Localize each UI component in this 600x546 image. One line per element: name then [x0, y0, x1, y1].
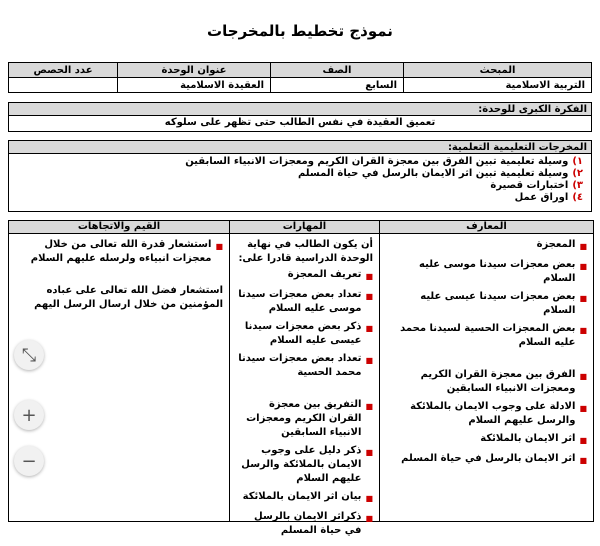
minus-icon: −: [21, 450, 37, 472]
bullet-icon: ■: [365, 448, 373, 457]
bullet-icon: ■: [579, 456, 587, 465]
list-item: ■ التفريق بين معجزة القران الكريم ومعجزات الانبياء السابقين: [246, 399, 373, 438]
big-idea-text: تعميق العقيدة في نفس الطالب حتى تظهر على سلوكه: [8, 116, 592, 132]
bullet-icon: ■: [579, 262, 587, 271]
bullet-icon: ■: [365, 324, 373, 333]
bullet-icon: ■: [365, 402, 373, 411]
lessons-count-value: [9, 78, 118, 93]
unit-info-table: [8, 62, 592, 93]
knowledge-column: [379, 221, 593, 521]
unit-title-value: العقيدة الاسلامية: [118, 78, 271, 93]
subject-value: التربية الاسلامية: [404, 78, 592, 93]
big-idea-label: الفكرة الكبرى للوحدة:: [8, 102, 592, 116]
list-item: ■ ذكراثر الايمان بالرسل في حياة المسلم: [254, 511, 373, 536]
bullet-icon: ■: [215, 242, 223, 251]
list-item: ■ بيان اثر الايمان بالملائكة: [236, 490, 373, 506]
list-item: استشعار فضل الله تعالى على عباده المؤمنين من خلال ارسال الرسل اليهم: [34, 285, 223, 310]
plus-icon: +: [21, 404, 37, 426]
bullet-icon: ■: [579, 242, 587, 251]
bullet-icon: ■: [365, 292, 373, 301]
bullet-icon: ■: [365, 356, 373, 365]
grade-label: الصف: [271, 63, 404, 78]
bullet-icon: ■: [365, 514, 373, 523]
list-item: ■ اثر الايمان بالرسل في حياة المسلم: [386, 452, 587, 468]
skills-column: [229, 221, 379, 536]
list-item: ■ الادلة على وجوب الايمان بالملائكة والرسل عليهم السلام: [410, 401, 587, 426]
zoom-out-button[interactable]: [14, 446, 44, 476]
outcomes-label: المخرجات التعليمية التعلمية:: [8, 140, 592, 154]
outcomes-section: [8, 140, 592, 212]
outcomes-list: [13, 156, 587, 204]
big-idea-section: [8, 102, 592, 132]
list-item: ٣) اختبارات قصيرة: [490, 180, 583, 191]
planning-columns: [8, 220, 594, 536]
list-item: ■ اثر الايمان بالملائكة: [386, 432, 587, 448]
fit-icon: ⤡: [21, 344, 37, 366]
list-item: ■ بعض المعجزات الحسية لسيدنا محمد عليه السلام: [400, 323, 587, 348]
grade-value: السابع: [271, 78, 404, 93]
subject-label: المبحث: [404, 63, 592, 78]
page-title: نموذج تخطيط بالمخرجات: [207, 22, 393, 40]
bullet-icon: ■: [579, 404, 587, 413]
list-item: ■ ذكر دليل على وجوب الايمان بالملائكة والرسل عليهم السلام: [241, 445, 373, 484]
list-item: ■ الفرق بين معجزة القران الكريم ومعجزات الانبياء السابقين: [420, 369, 587, 394]
list-item: ■ بعض معجزات سيدنا موسى عليه السلام: [419, 259, 587, 284]
bullet-icon: ■: [365, 494, 373, 503]
list-item: ٤) اوراق عمل: [514, 192, 583, 203]
fit-page-button[interactable]: [14, 340, 44, 370]
values-header: القيم والاتجاهات: [9, 221, 229, 234]
skills-header: المهارات: [230, 221, 379, 234]
list-item: ■ ذكر بعض معجزات سيدنا عيسى عليه السلام: [244, 321, 373, 346]
values-column: [9, 221, 229, 521]
bullet-icon: ■: [579, 436, 587, 445]
unit-title-label: عنوان الوحدة: [118, 63, 271, 78]
bullet-icon: ■: [579, 294, 587, 303]
bullet-icon: ■: [579, 326, 587, 335]
knowledge-header: المعارف: [380, 221, 593, 234]
list-item: ■ تعريف المعجزة: [236, 268, 373, 284]
bullet-icon: ■: [579, 372, 587, 381]
bullet-icon: ■: [365, 272, 373, 281]
list-item: ■ بعض معجزات سيدنا عيسى عليه السلام: [420, 291, 587, 316]
zoom-in-button[interactable]: [14, 400, 44, 430]
list-item: ■ تعداد بعض معجزات سيدنا موسى عليه السلام: [238, 289, 373, 314]
list-item: ٢) وسيلة تعليمية تبين اثر الايمان بالرسل في حياة المسلم: [297, 168, 583, 179]
list-item: ■ المعجزة: [386, 238, 587, 254]
list-item: ١) وسيلة تعليمية تبين الفرق بين معجزة القران الكريم ومعجزات الانبياء السابقين: [185, 156, 583, 167]
list-item: ■ استشعار قدرة الله تعالى من خلال معجزات انبياءه ولرسله عليهم السلام: [30, 239, 223, 264]
list-item: ■ تعداد بعض معجزات سيدنا محمد الحسية: [238, 353, 373, 378]
lessons-count-label: عدد الحصص: [9, 63, 118, 78]
skills-intro: أن يكون الطالب في نهاية الوحدة الدراسية قادرا على:: [238, 239, 373, 264]
